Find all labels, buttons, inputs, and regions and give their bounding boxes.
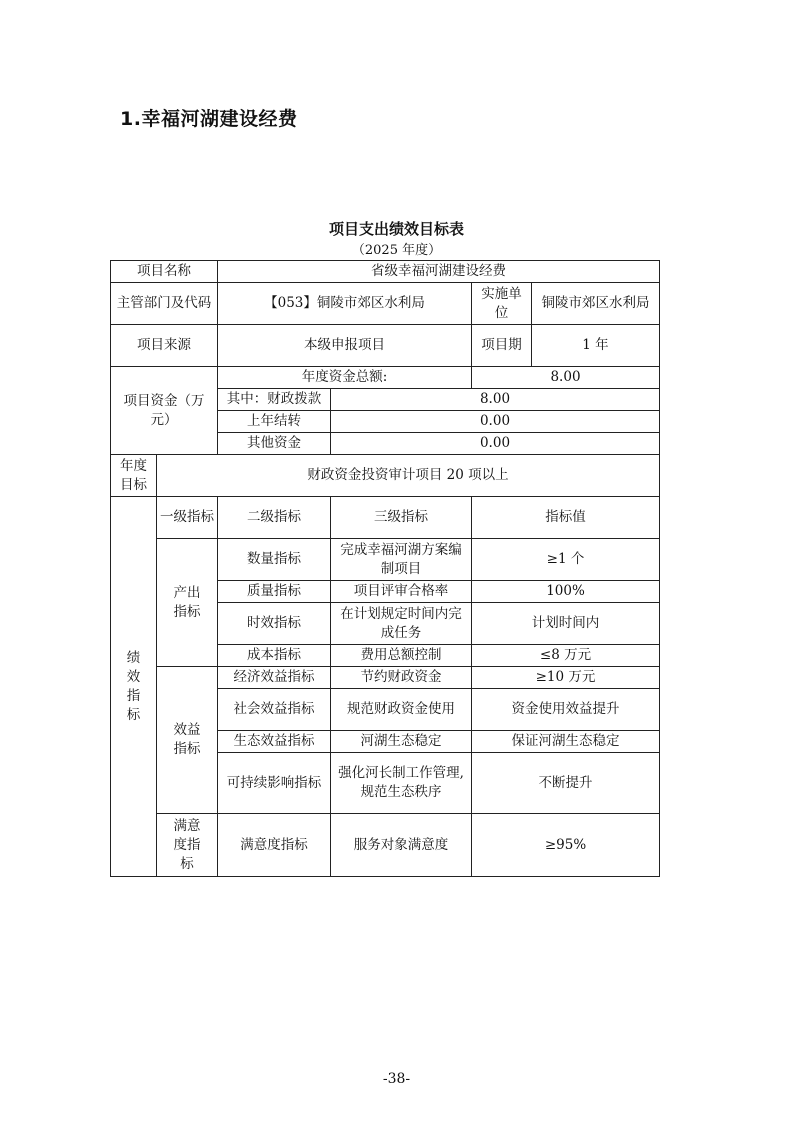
source-label: 项目来源 bbox=[111, 325, 218, 367]
table-row bbox=[111, 667, 660, 689]
table-row bbox=[111, 497, 660, 539]
dept-label: 主管部门及代码 bbox=[111, 283, 218, 325]
header-level3: 三级指标 bbox=[331, 497, 472, 539]
benefit-value: ≥10 万元 bbox=[472, 667, 660, 689]
period-value: 1 年 bbox=[532, 325, 660, 367]
output-value: 100% bbox=[472, 581, 660, 603]
table-row bbox=[111, 367, 660, 389]
satisfaction-label: 满意度指标 bbox=[157, 814, 218, 877]
period-label: 项目期 bbox=[472, 325, 532, 367]
benefit-label: 效益指标 bbox=[157, 667, 218, 814]
table-row bbox=[111, 325, 660, 367]
table-title: 项目支出绩效目标表 bbox=[328, 220, 464, 238]
output-value: 计划时间内 bbox=[472, 603, 660, 645]
benefit-l2: 可持续影响指标 bbox=[218, 753, 331, 814]
annual-goal-label: 年度目标 bbox=[111, 455, 157, 497]
benefit-l2: 经济效益指标 bbox=[218, 667, 331, 689]
header-level1: 一级指标 bbox=[157, 497, 218, 539]
benefit-l3: 规范财政资金使用 bbox=[331, 689, 472, 731]
funds-carry-value: 0.00 bbox=[331, 411, 660, 433]
benefit-l2: 生态效益指标 bbox=[218, 731, 331, 753]
project-name-value: 省级幸福河湖建设经费 bbox=[218, 261, 660, 283]
page-number: -38- bbox=[382, 1071, 411, 1087]
output-l2: 质量指标 bbox=[218, 581, 331, 603]
funds-fiscal-value: 8.00 bbox=[331, 389, 660, 411]
unit-value: 铜陵市郊区水利局 bbox=[532, 283, 660, 325]
output-value: ≤8 万元 bbox=[472, 645, 660, 667]
funds-total-label: 年度资金总额: bbox=[218, 367, 472, 389]
funds-other-value: 0.00 bbox=[331, 433, 660, 455]
output-l2: 数量指标 bbox=[218, 539, 331, 581]
indicators-section-label: 绩效指标 bbox=[111, 497, 157, 877]
satisfaction-value: ≥95% bbox=[472, 814, 660, 877]
annual-goal-value: 财政资金投资审计项目 20 项以上 bbox=[157, 455, 660, 497]
benefit-l3: 河湖生态稳定 bbox=[331, 731, 472, 753]
benefit-l3: 节约财政资金 bbox=[331, 667, 472, 689]
benefit-value: 资金使用效益提升 bbox=[472, 689, 660, 731]
table-subtitle: （2025 年度） bbox=[351, 243, 442, 258]
benefit-l3: 强化河长制工作管理,规范生态秩序 bbox=[331, 753, 472, 814]
funds-fiscal-label: 其中：财政拨款 bbox=[218, 389, 331, 411]
table-row bbox=[111, 814, 660, 877]
satisfaction-l2: 满意度指标 bbox=[218, 814, 331, 877]
funds-label: 项目资金（万元） bbox=[111, 367, 218, 455]
table-row bbox=[111, 283, 660, 325]
output-l3: 在计划规定时间内完成任务 bbox=[331, 603, 472, 645]
output-l2: 成本指标 bbox=[218, 645, 331, 667]
output-value: ≥1 个 bbox=[472, 539, 660, 581]
funds-total-value: 8.00 bbox=[472, 367, 660, 389]
project-name-label: 项目名称 bbox=[111, 261, 218, 283]
benefit-l2: 社会效益指标 bbox=[218, 689, 331, 731]
benefit-value: 不断提升 bbox=[472, 753, 660, 814]
output-l3: 项目评审合格率 bbox=[331, 581, 472, 603]
output-label: 产出指标 bbox=[157, 539, 218, 667]
header-value: 指标值 bbox=[472, 497, 660, 539]
satisfaction-l3: 服务对象满意度 bbox=[331, 814, 472, 877]
output-l2: 时效指标 bbox=[218, 603, 331, 645]
source-value: 本级申报项目 bbox=[218, 325, 472, 367]
header-level2: 二级指标 bbox=[218, 497, 331, 539]
dept-value: 【053】铜陵市郊区水利局 bbox=[218, 283, 472, 325]
unit-label: 实施单位 bbox=[472, 283, 532, 325]
table-row bbox=[111, 539, 660, 581]
benefit-value: 保证河湖生态稳定 bbox=[472, 731, 660, 753]
section-heading: 1.幸福河湖建设经费 bbox=[120, 108, 298, 130]
performance-table bbox=[110, 260, 660, 877]
funds-other-label: 其他资金 bbox=[218, 433, 331, 455]
output-l3: 费用总额控制 bbox=[331, 645, 472, 667]
funds-carry-label: 上年结转 bbox=[218, 411, 331, 433]
output-l3: 完成幸福河湖方案编制项目 bbox=[331, 539, 472, 581]
table-row bbox=[111, 455, 660, 497]
table-row bbox=[111, 261, 660, 283]
